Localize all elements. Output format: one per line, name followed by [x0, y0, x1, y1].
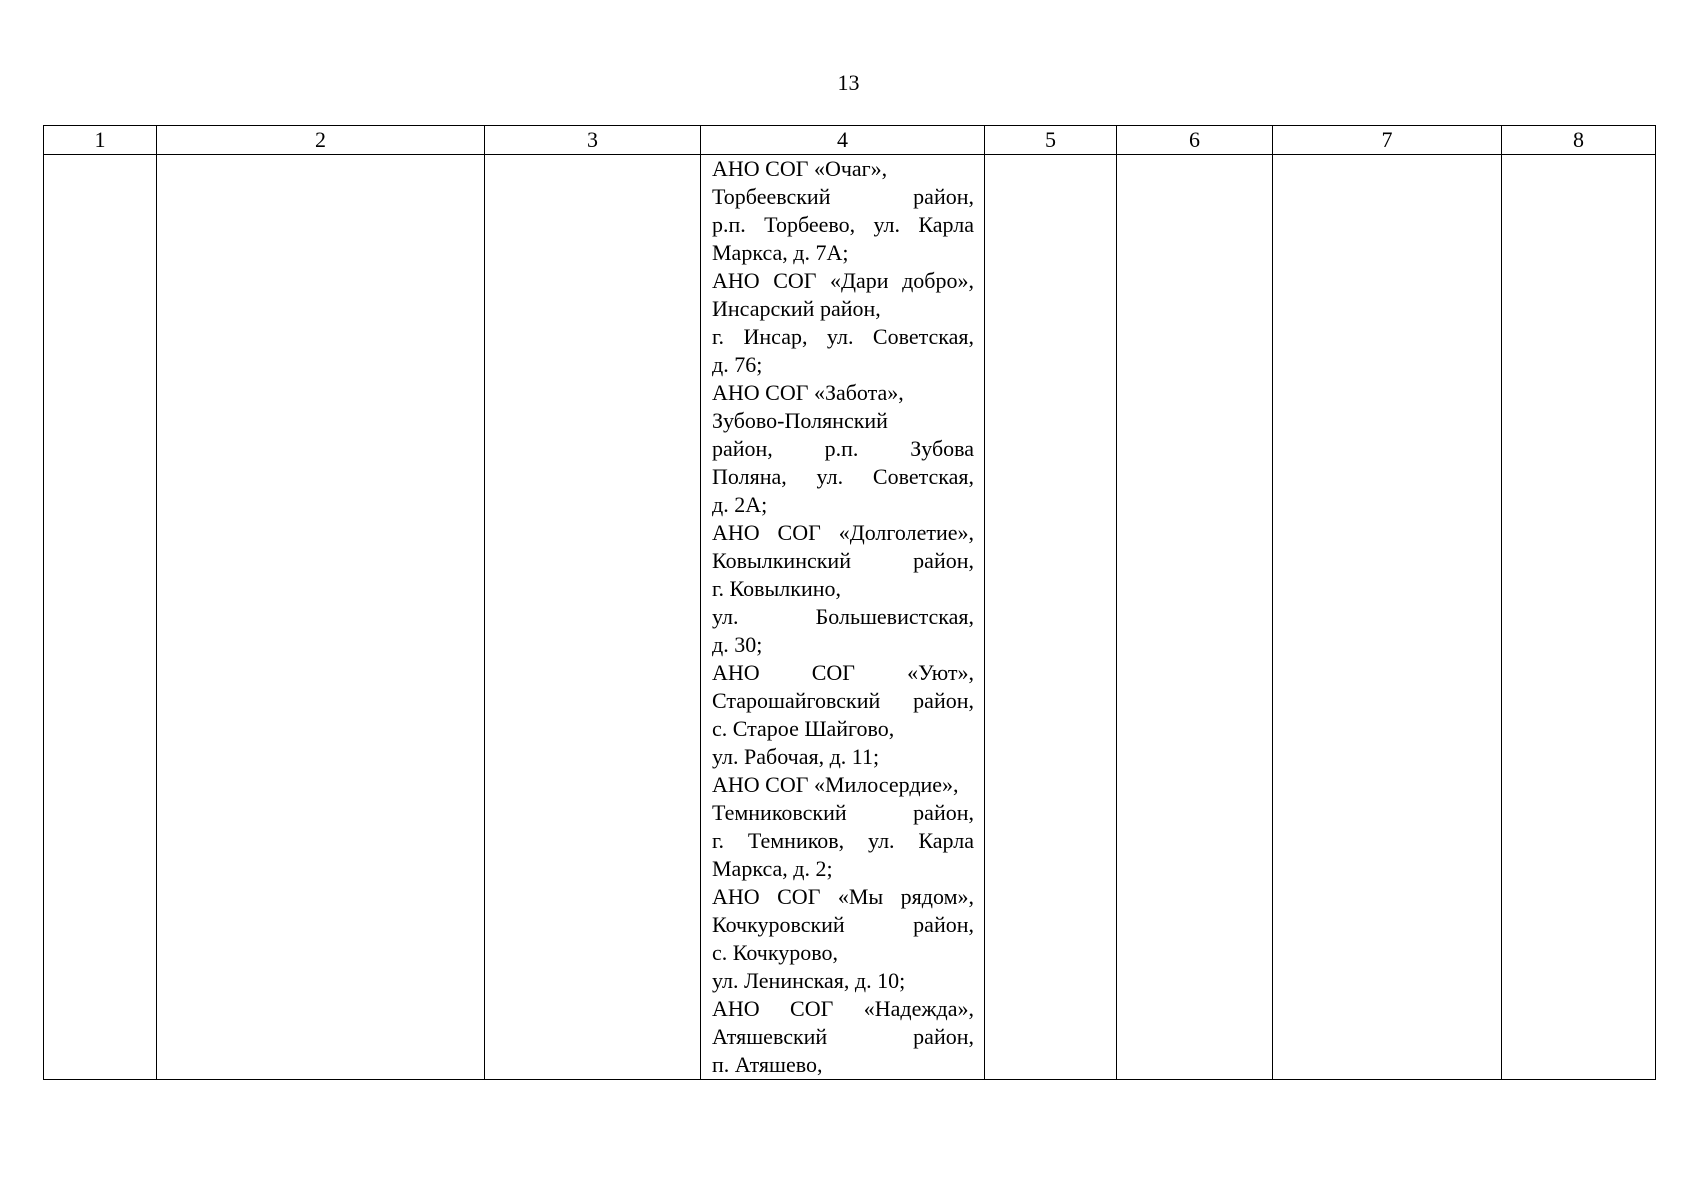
address-line: АНО СОГ «Уют»,: [712, 660, 974, 685]
cell-col-7: [1273, 155, 1502, 1080]
address-line: Зубово-Полянский: [712, 408, 888, 433]
address-line: Маркса, д. 2;: [712, 856, 833, 881]
address-line: АНО СОГ «Мы рядом»,: [712, 884, 974, 909]
column-header-8: 8: [1502, 126, 1656, 155]
column-header-1: 1: [44, 126, 157, 155]
address-line: Темниковский район,: [712, 800, 974, 825]
address-line: Поляна, ул. Советская,: [712, 464, 974, 489]
cell-col-2: [157, 155, 485, 1080]
address-line: АНО СОГ «Забота»,: [712, 380, 904, 405]
address-line: ул. Ленинская, д. 10;: [712, 968, 906, 993]
address-line: ул. Рабочая, д. 11;: [712, 744, 880, 769]
table-row: [44, 155, 1656, 1080]
cell-col-1: [44, 155, 157, 1080]
address-line: АНО СОГ «Дари добро»,: [712, 268, 974, 293]
cell-col-5: [985, 155, 1117, 1080]
address-line: д. 2А;: [712, 492, 768, 517]
address-line: Атяшевский район,: [712, 1024, 974, 1049]
address-line: ул. Большевистская,: [712, 604, 974, 629]
table-header-row: [44, 126, 1656, 155]
address-line: д. 30;: [712, 632, 763, 657]
address-line: с. Кочкурово,: [712, 940, 838, 965]
cell-col-6: [1117, 155, 1273, 1080]
address-line: Ковылкинский район,: [712, 548, 974, 573]
address-line: Старошайговский район,: [712, 688, 974, 713]
column-header-7: 7: [1273, 126, 1502, 155]
column-header-3: 3: [485, 126, 701, 155]
page-number: 13: [837, 70, 860, 95]
cell-col-3: [485, 155, 701, 1080]
address-line: п. Атяшево,: [712, 1052, 823, 1077]
address-line: Инсарский район,: [712, 296, 881, 321]
column-header-4: 4: [701, 126, 985, 155]
address-line: АНО СОГ «Милосердие»,: [712, 772, 959, 797]
address-line: с. Старое Шайгово,: [712, 716, 895, 741]
column-header-6: 6: [1117, 126, 1273, 155]
address-line: г. Ковылкино,: [712, 576, 842, 601]
address-line: г. Темников, ул. Карла: [712, 828, 974, 853]
cell-col-4-addresses: [701, 155, 985, 1080]
address-line: Маркса, д. 7А;: [712, 240, 849, 265]
address-line: АНО СОГ «Очаг»,: [712, 156, 888, 181]
address-line: р.п. Торбеево, ул. Карла: [712, 212, 974, 237]
address-line: Кочкуровский район,: [712, 912, 974, 937]
address-line: АНО СОГ «Надежда»,: [712, 996, 974, 1021]
cell-col-8: [1502, 155, 1656, 1080]
address-line: д. 76;: [712, 352, 763, 377]
column-header-2: 2: [157, 126, 485, 155]
address-line: район, р.п. Зубова: [712, 436, 974, 461]
address-line: г. Инсар, ул. Советская,: [712, 324, 974, 349]
address-line: АНО СОГ «Долголетие»,: [712, 520, 974, 545]
document-table: [43, 125, 1656, 1080]
address-line: Торбеевский район,: [712, 184, 974, 209]
column-header-5: 5: [985, 126, 1117, 155]
